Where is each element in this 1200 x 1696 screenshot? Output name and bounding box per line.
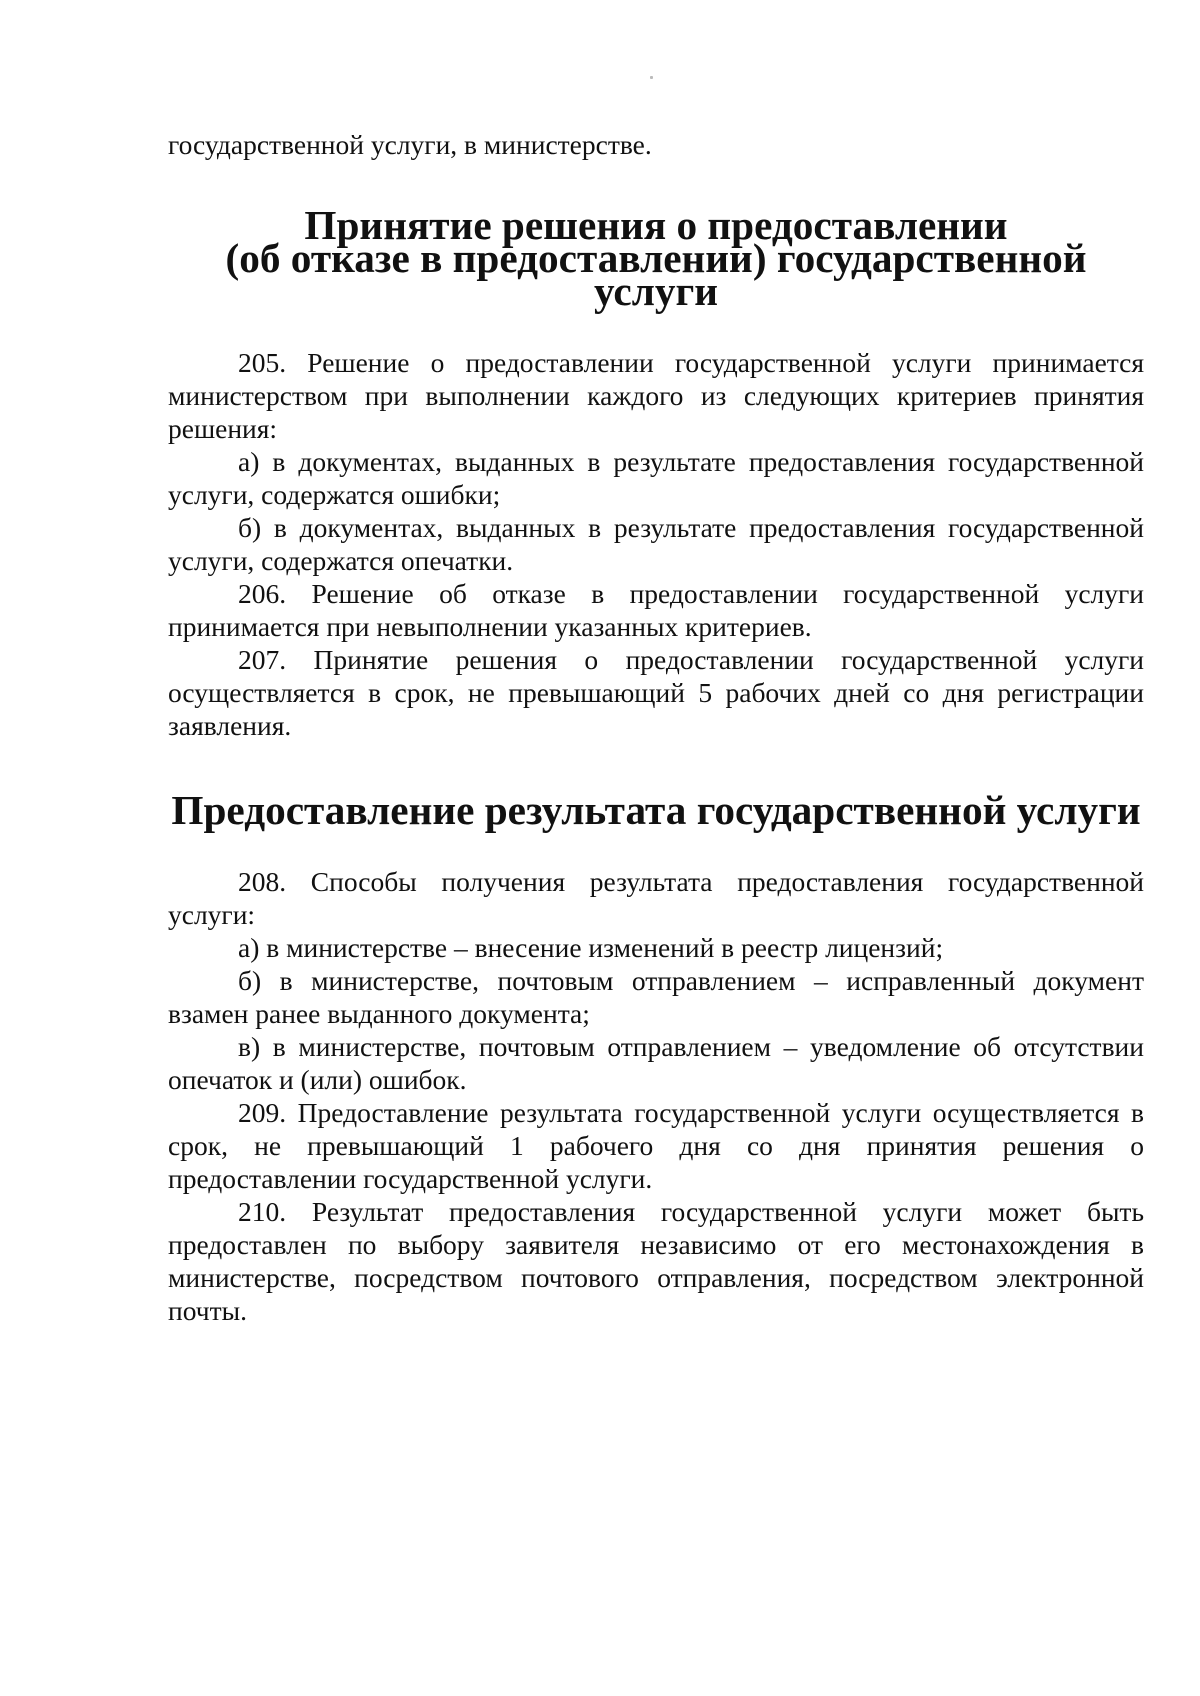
paragraph-210: 210. Результат предоставления государственной услуги может быть предоставлен по выбору заявителя независимо от его местонахождения в министерстве, посредством почтового отправления, посредством электронной почты.	[168, 1196, 1144, 1326]
paragraph-206: 206. Решение об отказе в предоставлении государственной услуги принимается при невыполнении указанных критериев.	[168, 578, 1144, 642]
heading-line-2: (об отказе в предоставлении) государственной услуги	[225, 235, 1087, 314]
scan-speck	[650, 76, 653, 79]
paragraph-208-a: а) в министерстве – внесение изменений в реестр лицензий;	[238, 932, 944, 963]
paragraph-205-b: б) в документах, выданных в результате предоставления государственной услуги, содержатся опечатки.	[168, 512, 1144, 576]
heading-line-1: Принятие решения о предоставлении	[304, 202, 1008, 248]
continued-text: государственной услуги, в министерстве.	[168, 129, 652, 160]
paragraph-209: 209. Предоставление результата государственной услуги осуществляется в срок, не превышающий 1 рабочего дня со дня принятия решения о предоставлении государственной услуги.	[168, 1097, 1144, 1194]
paragraph-208-b: б) в министерстве, почтовым отправлением – исправленный документ взамен ранее выданного документа;	[168, 965, 1144, 1029]
paragraph-205: 205. Решение о предоставлении государственной услуги принимается министерством при выполнении каждого из следующих критериев принятия решения:	[168, 347, 1144, 444]
paragraph-208: 208. Способы получения результата предоставления государственной услуги:	[168, 866, 1144, 930]
section-heading-decision	[168, 202, 1144, 314]
paragraph-205-a: а) в документах, выданных в результате предоставления государственной услуги, содержатся ошибки;	[168, 446, 1144, 510]
paragraph-208-c: в) в министерстве, почтовым отправлением – уведомление об отсутствии опечаток и (или) ошибок.	[168, 1031, 1144, 1095]
section-heading-result: Предоставление результата государственной услуги	[171, 787, 1141, 833]
paragraph-207: 207. Принятие решения о предоставлении государственной услуги осуществляется в срок, не превышающий 5 рабочих дней со дня регистрации заявления.	[168, 644, 1144, 741]
document-page	[168, 128, 1144, 1327]
